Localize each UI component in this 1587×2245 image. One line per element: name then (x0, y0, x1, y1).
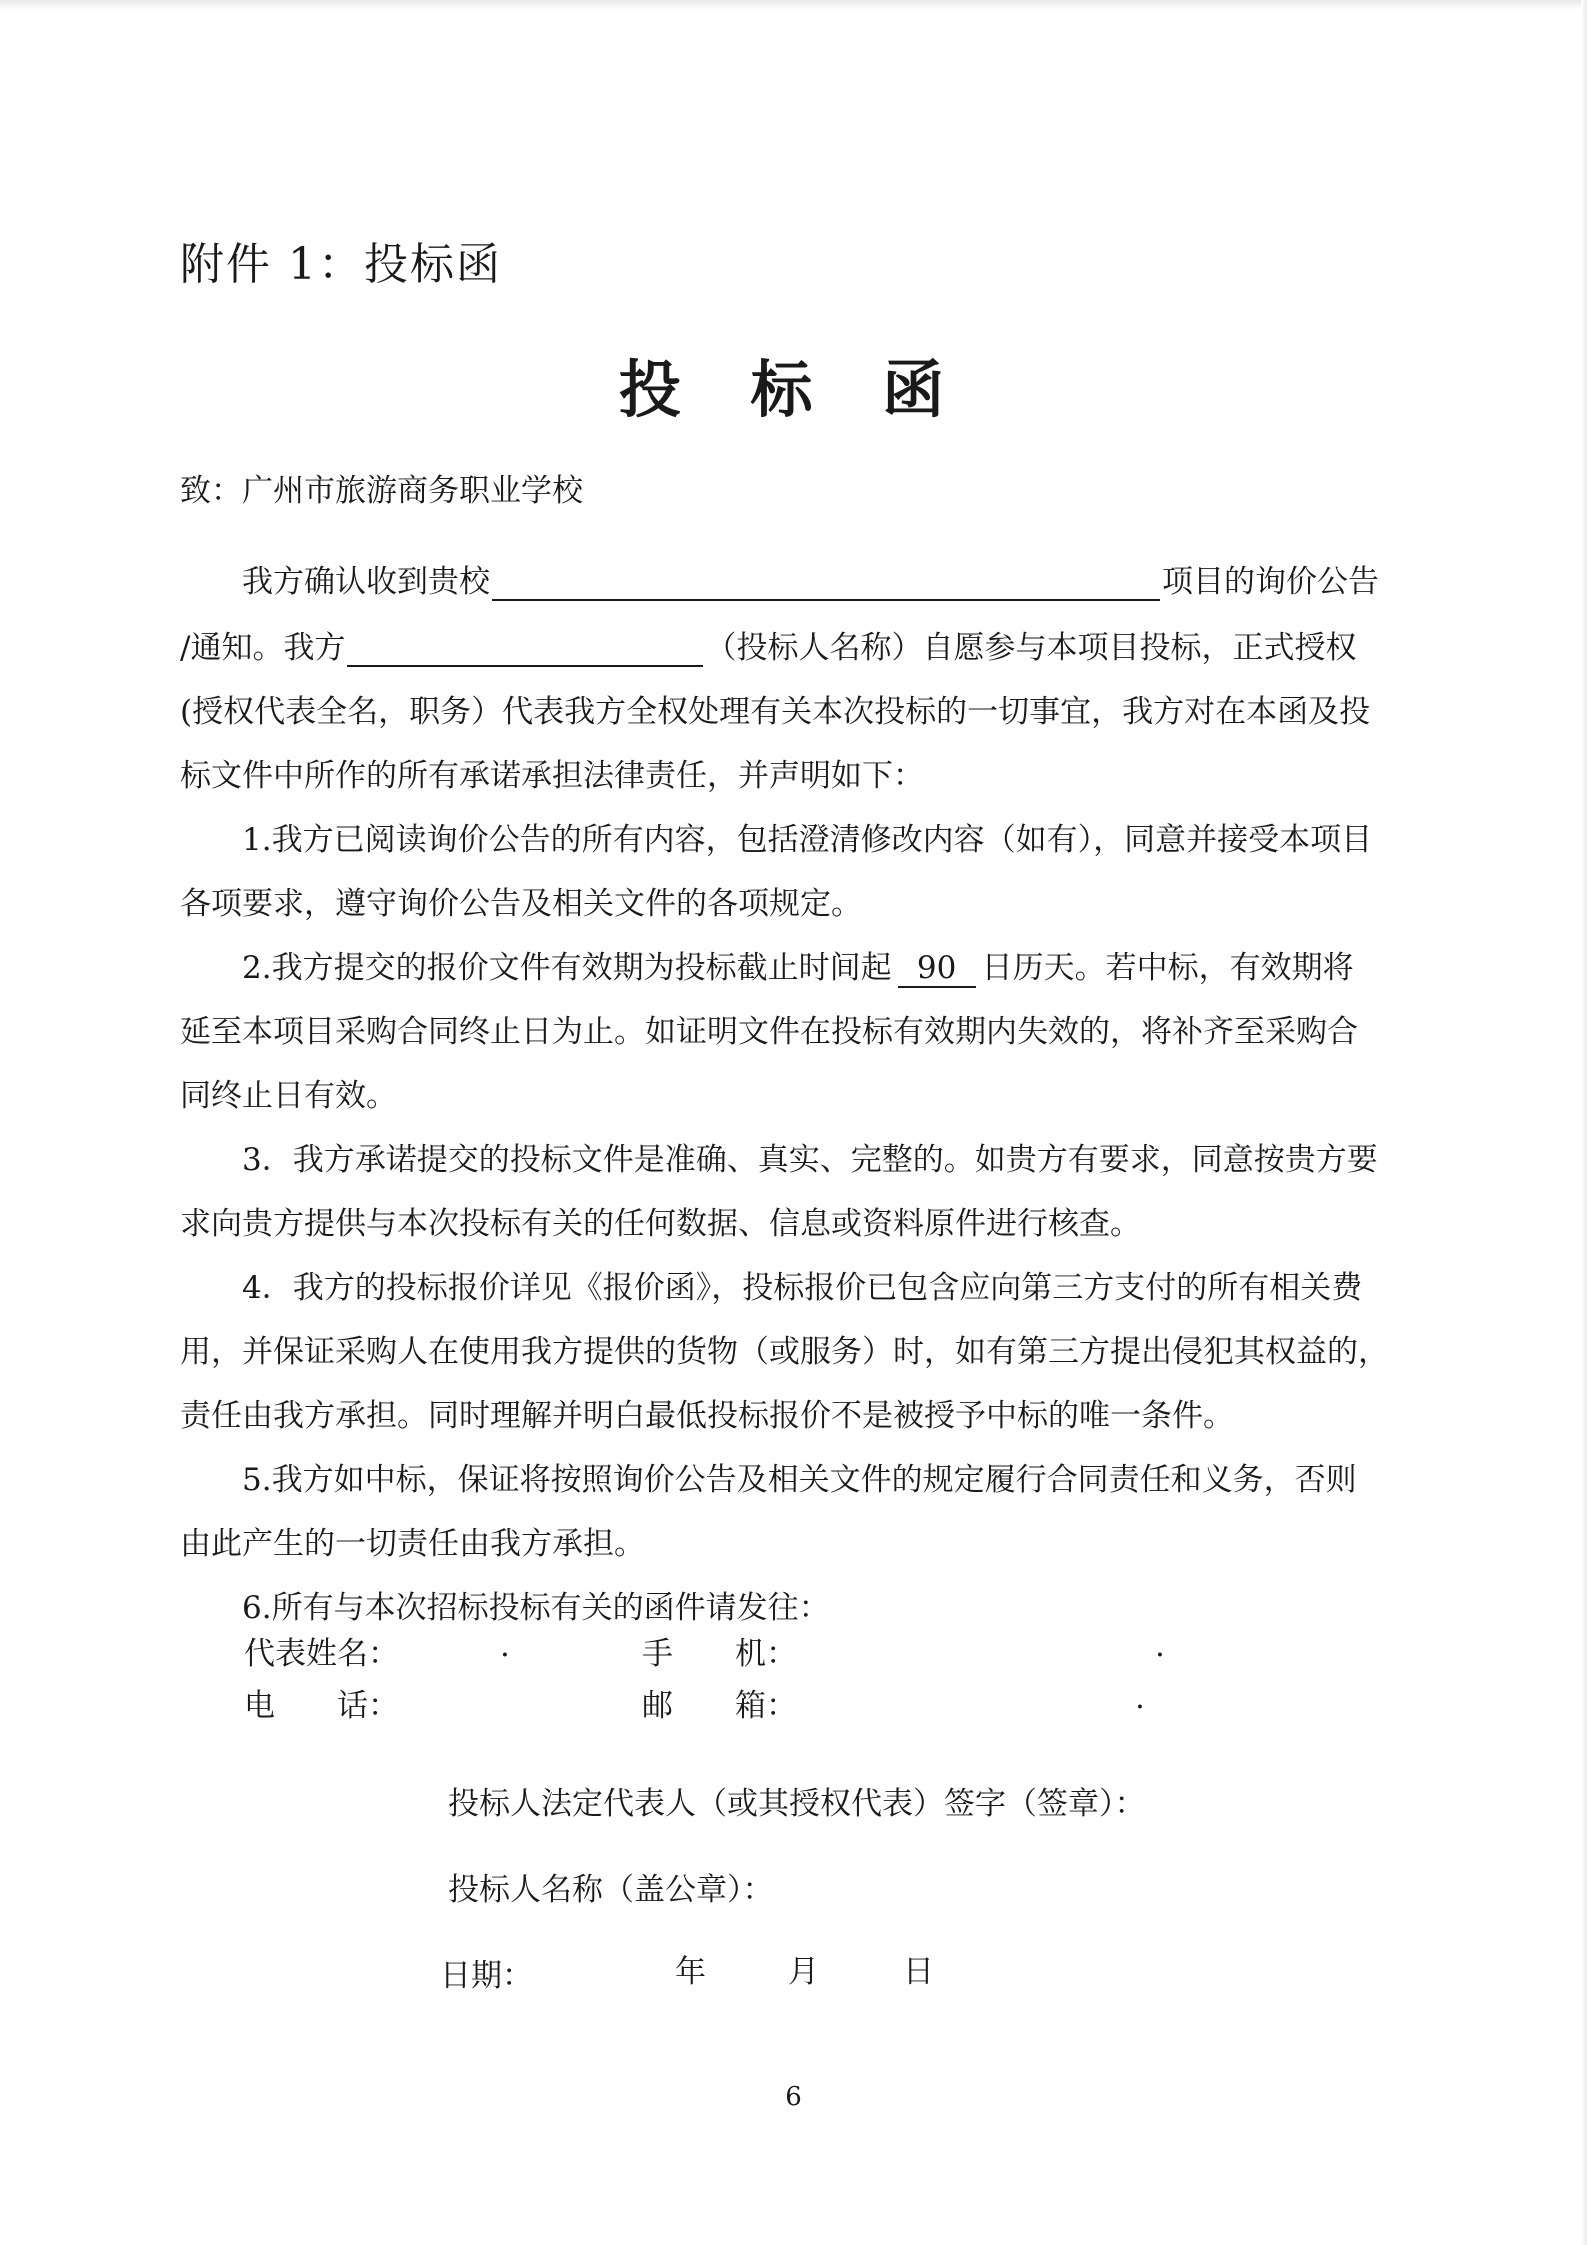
clause-2-line-1 (180, 942, 1405, 988)
clause-3-line-1: 3．我方承诺提交的投标文件是准确、真实、完整的。如贵方有要求，同意按贵方要 (242, 1142, 1378, 1178)
intro-line-1-end: 项目的询价公告 (1162, 564, 1379, 600)
date-year: 年 (675, 1954, 706, 1990)
phone-label: 电 话： (244, 1688, 399, 1724)
date-month: 月 (788, 1954, 819, 1990)
bidder-name-blank[interactable] (347, 633, 703, 667)
page-number: 6 (785, 2082, 802, 2112)
mobile-label: 手 机： (642, 1636, 797, 1672)
legal-rep-signature-label: 投标人法定代表人（或其授权代表）签字（签章）： (448, 1786, 1146, 1822)
clause-2-line-2: 延至本项目采购合同终止日为止。如证明文件在投标有效期内失效的，将补齐至采购合 (180, 1014, 1358, 1050)
intro-line-4: 标文件中所作的所有承诺承担法律责任，并声明如下： (180, 758, 924, 794)
date-label: 日期： (440, 1958, 533, 1994)
clause-3-line-2: 求向贵方提供与本次投标有关的任何数据、信息或资料原件进行核查。 (180, 1206, 1141, 1242)
intro-line-2-start: /通知。我方 (180, 630, 346, 666)
clause-4-line-2: 用，并保证采购人在使用我方提供的货物（或服务）时，如有第三方提出侵犯其权益的， (180, 1334, 1389, 1370)
project-name-blank[interactable] (492, 567, 1160, 601)
intro-line-1-start: 我方确认收到贵校 (242, 564, 490, 600)
bidder-name-seal-label: 投标人名称（盖公章）： (448, 1872, 774, 1908)
clause-4-line-3: 责任由我方承担。同时理解并明白最低投标报价不是被授予中标的唯一条件。 (180, 1398, 1234, 1434)
validity-days-field[interactable]: 90 (898, 950, 976, 988)
clause-5-line-2: 由此产生的一切责任由我方承担。 (180, 1526, 645, 1562)
clause-1-line-2: 各项要求，遵守询价公告及相关文件的各项规定。 (180, 886, 862, 922)
clause-1-line-1: 1.我方已阅读询价公告的所有内容，包括澄清修改内容（如有），同意并接受本项目 (242, 822, 1373, 858)
rep-name-label: 代表姓名： (244, 1636, 399, 1672)
intro-line-3: (授权代表全名，职务）代表我方全权处理有关本次投标的一切事宜，我方对在本函及投 (180, 694, 1371, 730)
intro-line-2-end: （投标人名称）自愿参与本项目投标，正式授权 (705, 630, 1357, 666)
attachment-heading: 附件 1：投标函 (180, 239, 502, 290)
email-dot[interactable]: . (1135, 1680, 1145, 1716)
clause-2-line-1-start: 2.我方提交的报价文件有效期为投标截止时间起 (242, 950, 892, 986)
clause-2-line-1-end: 日历天。若中标，有效期将 (981, 950, 1354, 986)
email-label: 邮 箱： (642, 1688, 797, 1724)
scan-top-edge (0, 0, 1587, 10)
date-day: 日 (903, 1954, 934, 1990)
recipient-line: 致：广州市旅游商务职业学校 (180, 473, 583, 509)
document-title: 投 标 函 (618, 353, 969, 426)
intro-line-1 (180, 556, 1405, 601)
clause-2-line-3: 同终止日有效。 (180, 1078, 397, 1114)
scan-right-edge (1581, 0, 1587, 2245)
mobile-dot[interactable]: . (1155, 1628, 1165, 1664)
clause-4-line-1: 4．我方的投标报价详见《报价函》，投标报价已包含应向第三方支付的所有相关费 (242, 1270, 1363, 1306)
clause-6-line-1: 6.所有与本次招标投标有关的函件请发往： (242, 1590, 830, 1626)
rep-name-dot[interactable]: . (500, 1628, 510, 1664)
clause-5-line-1: 5.我方如中标，保证将按照询价公告及相关文件的规定履行合同责任和义务，否则 (242, 1462, 1357, 1498)
intro-line-2 (180, 622, 1405, 667)
